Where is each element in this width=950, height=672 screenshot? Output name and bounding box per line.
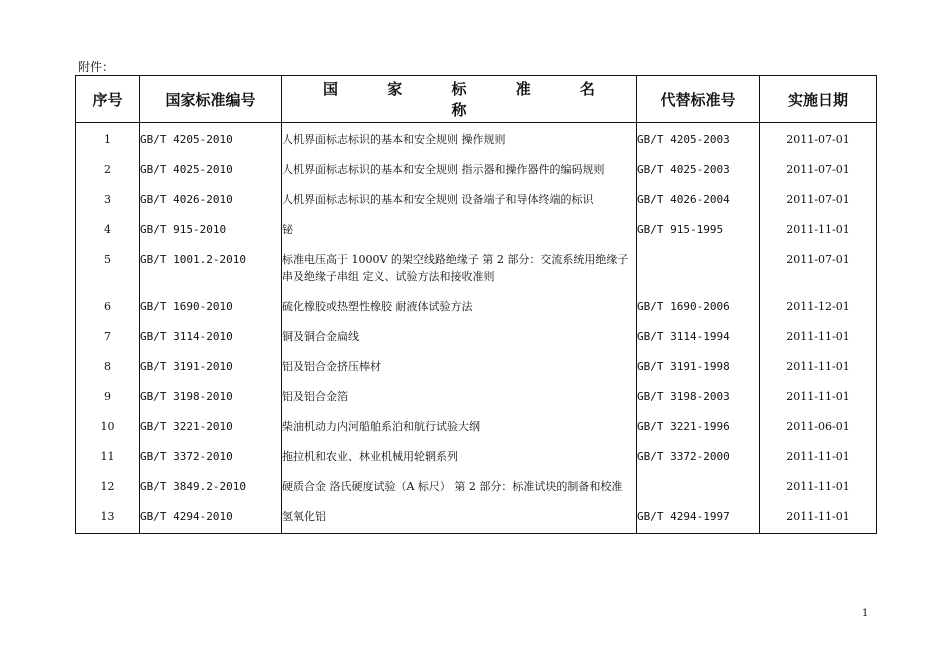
- table-row: [76, 123, 877, 155]
- cell-serial-no: 10: [76, 411, 140, 441]
- cell-effective-date: 2011-11-01: [760, 351, 877, 381]
- cell-standard-code: GB/T 1001.2-2010: [140, 244, 282, 291]
- cell-standard-name: 标准电压高于 1000V 的架空线路绝缘子 第 2 部分：交流系统用绝缘子串及绝缘子串组 定义、试验方法和接收准则: [282, 244, 637, 291]
- cell-replaced-standard: GB/T 4026-2004: [637, 184, 760, 214]
- cell-standard-name: 硬质合金 洛氏硬度试验（A 标尺） 第 2 部分：标准试块的制备和校准: [282, 471, 637, 501]
- cell-replaced-standard: GB/T 4025-2003: [637, 154, 760, 184]
- cell-serial-no: 9: [76, 381, 140, 411]
- cell-effective-date: 2011-11-01: [760, 381, 877, 411]
- cell-standard-code: GB/T 915-2010: [140, 214, 282, 244]
- cell-replaced-standard: GB/T 1690-2006: [637, 291, 760, 321]
- cell-standard-name: 铝及铝合金挤压棒材: [282, 351, 637, 381]
- header-standard-code: 国家标准编号: [140, 76, 282, 123]
- cell-replaced-standard: [637, 471, 760, 501]
- cell-standard-name: 硫化橡胶或热塑性橡胶 耐液体试验方法: [282, 291, 637, 321]
- cell-serial-no: 12: [76, 471, 140, 501]
- cell-replaced-standard: GB/T 4205-2003: [637, 123, 760, 155]
- cell-replaced-standard: GB/T 915-1995: [637, 214, 760, 244]
- cell-standard-code: GB/T 3849.2-2010: [140, 471, 282, 501]
- table-row: [76, 244, 877, 291]
- cell-effective-date: 2011-11-01: [760, 471, 877, 501]
- cell-standard-code: GB/T 3198-2010: [140, 381, 282, 411]
- table-row: [76, 184, 877, 214]
- cell-standard-name: 铋: [282, 214, 637, 244]
- cell-standard-name: 人机界面标志标识的基本和安全规则 设备端子和导体终端的标识: [282, 184, 637, 214]
- cell-standard-code: GB/T 4205-2010: [140, 123, 282, 155]
- cell-standard-name: 拖拉机和农业、林业机械用轮辋系列: [282, 441, 637, 471]
- cell-effective-date: 2011-07-01: [760, 154, 877, 184]
- table-row: [76, 214, 877, 244]
- cell-serial-no: 3: [76, 184, 140, 214]
- cell-standard-code: GB/T 3372-2010: [140, 441, 282, 471]
- cell-effective-date: 2011-11-01: [760, 441, 877, 471]
- cell-replaced-standard: GB/T 3114-1994: [637, 321, 760, 351]
- cell-standard-code: GB/T 3114-2010: [140, 321, 282, 351]
- cell-standard-name: 人机界面标志标识的基本和安全规则 指示器和操作器件的编码规则: [282, 154, 637, 184]
- cell-serial-no: 2: [76, 154, 140, 184]
- cell-standard-name: 氢氧化铝: [282, 501, 637, 534]
- cell-effective-date: 2011-11-01: [760, 214, 877, 244]
- cell-replaced-standard: GB/T 4294-1997: [637, 501, 760, 534]
- table-row: [76, 411, 877, 441]
- cell-serial-no: 13: [76, 501, 140, 534]
- table-row: [76, 351, 877, 381]
- cell-standard-name: 铝及铝合金箔: [282, 381, 637, 411]
- table-row: [76, 471, 877, 501]
- cell-standard-code: GB/T 4026-2010: [140, 184, 282, 214]
- header-standard-name: 国 家 标 准 名 称: [282, 76, 637, 123]
- cell-standard-code: GB/T 4294-2010: [140, 501, 282, 534]
- cell-standard-name: 人机界面标志标识的基本和安全规则 操作规则: [282, 123, 637, 155]
- cell-standard-code: GB/T 4025-2010: [140, 154, 282, 184]
- cell-serial-no: 1: [76, 123, 140, 155]
- cell-standard-code: GB/T 3191-2010: [140, 351, 282, 381]
- cell-serial-no: 8: [76, 351, 140, 381]
- cell-standard-code: GB/T 1690-2010: [140, 291, 282, 321]
- cell-serial-no: 7: [76, 321, 140, 351]
- header-effective-date: 实施日期: [760, 76, 877, 123]
- page-number: 1: [862, 608, 869, 619]
- cell-serial-no: 6: [76, 291, 140, 321]
- table-header-row: [76, 76, 877, 123]
- table-row: [76, 441, 877, 471]
- attachment-label: 附件：: [78, 60, 115, 74]
- cell-standard-code: GB/T 3221-2010: [140, 411, 282, 441]
- table-row: [76, 381, 877, 411]
- cell-replaced-standard: GB/T 3198-2003: [637, 381, 760, 411]
- cell-replaced-standard: GB/T 3191-1998: [637, 351, 760, 381]
- cell-replaced-standard: [637, 244, 760, 291]
- cell-replaced-standard: GB/T 3221-1996: [637, 411, 760, 441]
- table-row: [76, 501, 877, 534]
- header-replaced-standard: 代替标准号: [637, 76, 760, 123]
- cell-standard-name: 铜及铜合金扁线: [282, 321, 637, 351]
- cell-effective-date: 2011-11-01: [760, 321, 877, 351]
- table-row: [76, 154, 877, 184]
- cell-effective-date: 2011-07-01: [760, 123, 877, 155]
- cell-serial-no: 11: [76, 441, 140, 471]
- cell-effective-date: 2011-12-01: [760, 291, 877, 321]
- cell-standard-name: 柴油机动力内河船舶系泊和航行试验大纲: [282, 411, 637, 441]
- cell-effective-date: 2011-11-01: [760, 501, 877, 534]
- cell-replaced-standard: GB/T 3372-2000: [637, 441, 760, 471]
- cell-effective-date: 2011-07-01: [760, 184, 877, 214]
- header-serial-no: 序号: [76, 76, 140, 123]
- cell-serial-no: 5: [76, 244, 140, 291]
- cell-serial-no: 4: [76, 214, 140, 244]
- table-body: [76, 123, 877, 534]
- table-row: [76, 291, 877, 321]
- table-row: [76, 321, 877, 351]
- cell-effective-date: 2011-07-01: [760, 244, 877, 291]
- standards-table: [75, 75, 877, 534]
- cell-effective-date: 2011-06-01: [760, 411, 877, 441]
